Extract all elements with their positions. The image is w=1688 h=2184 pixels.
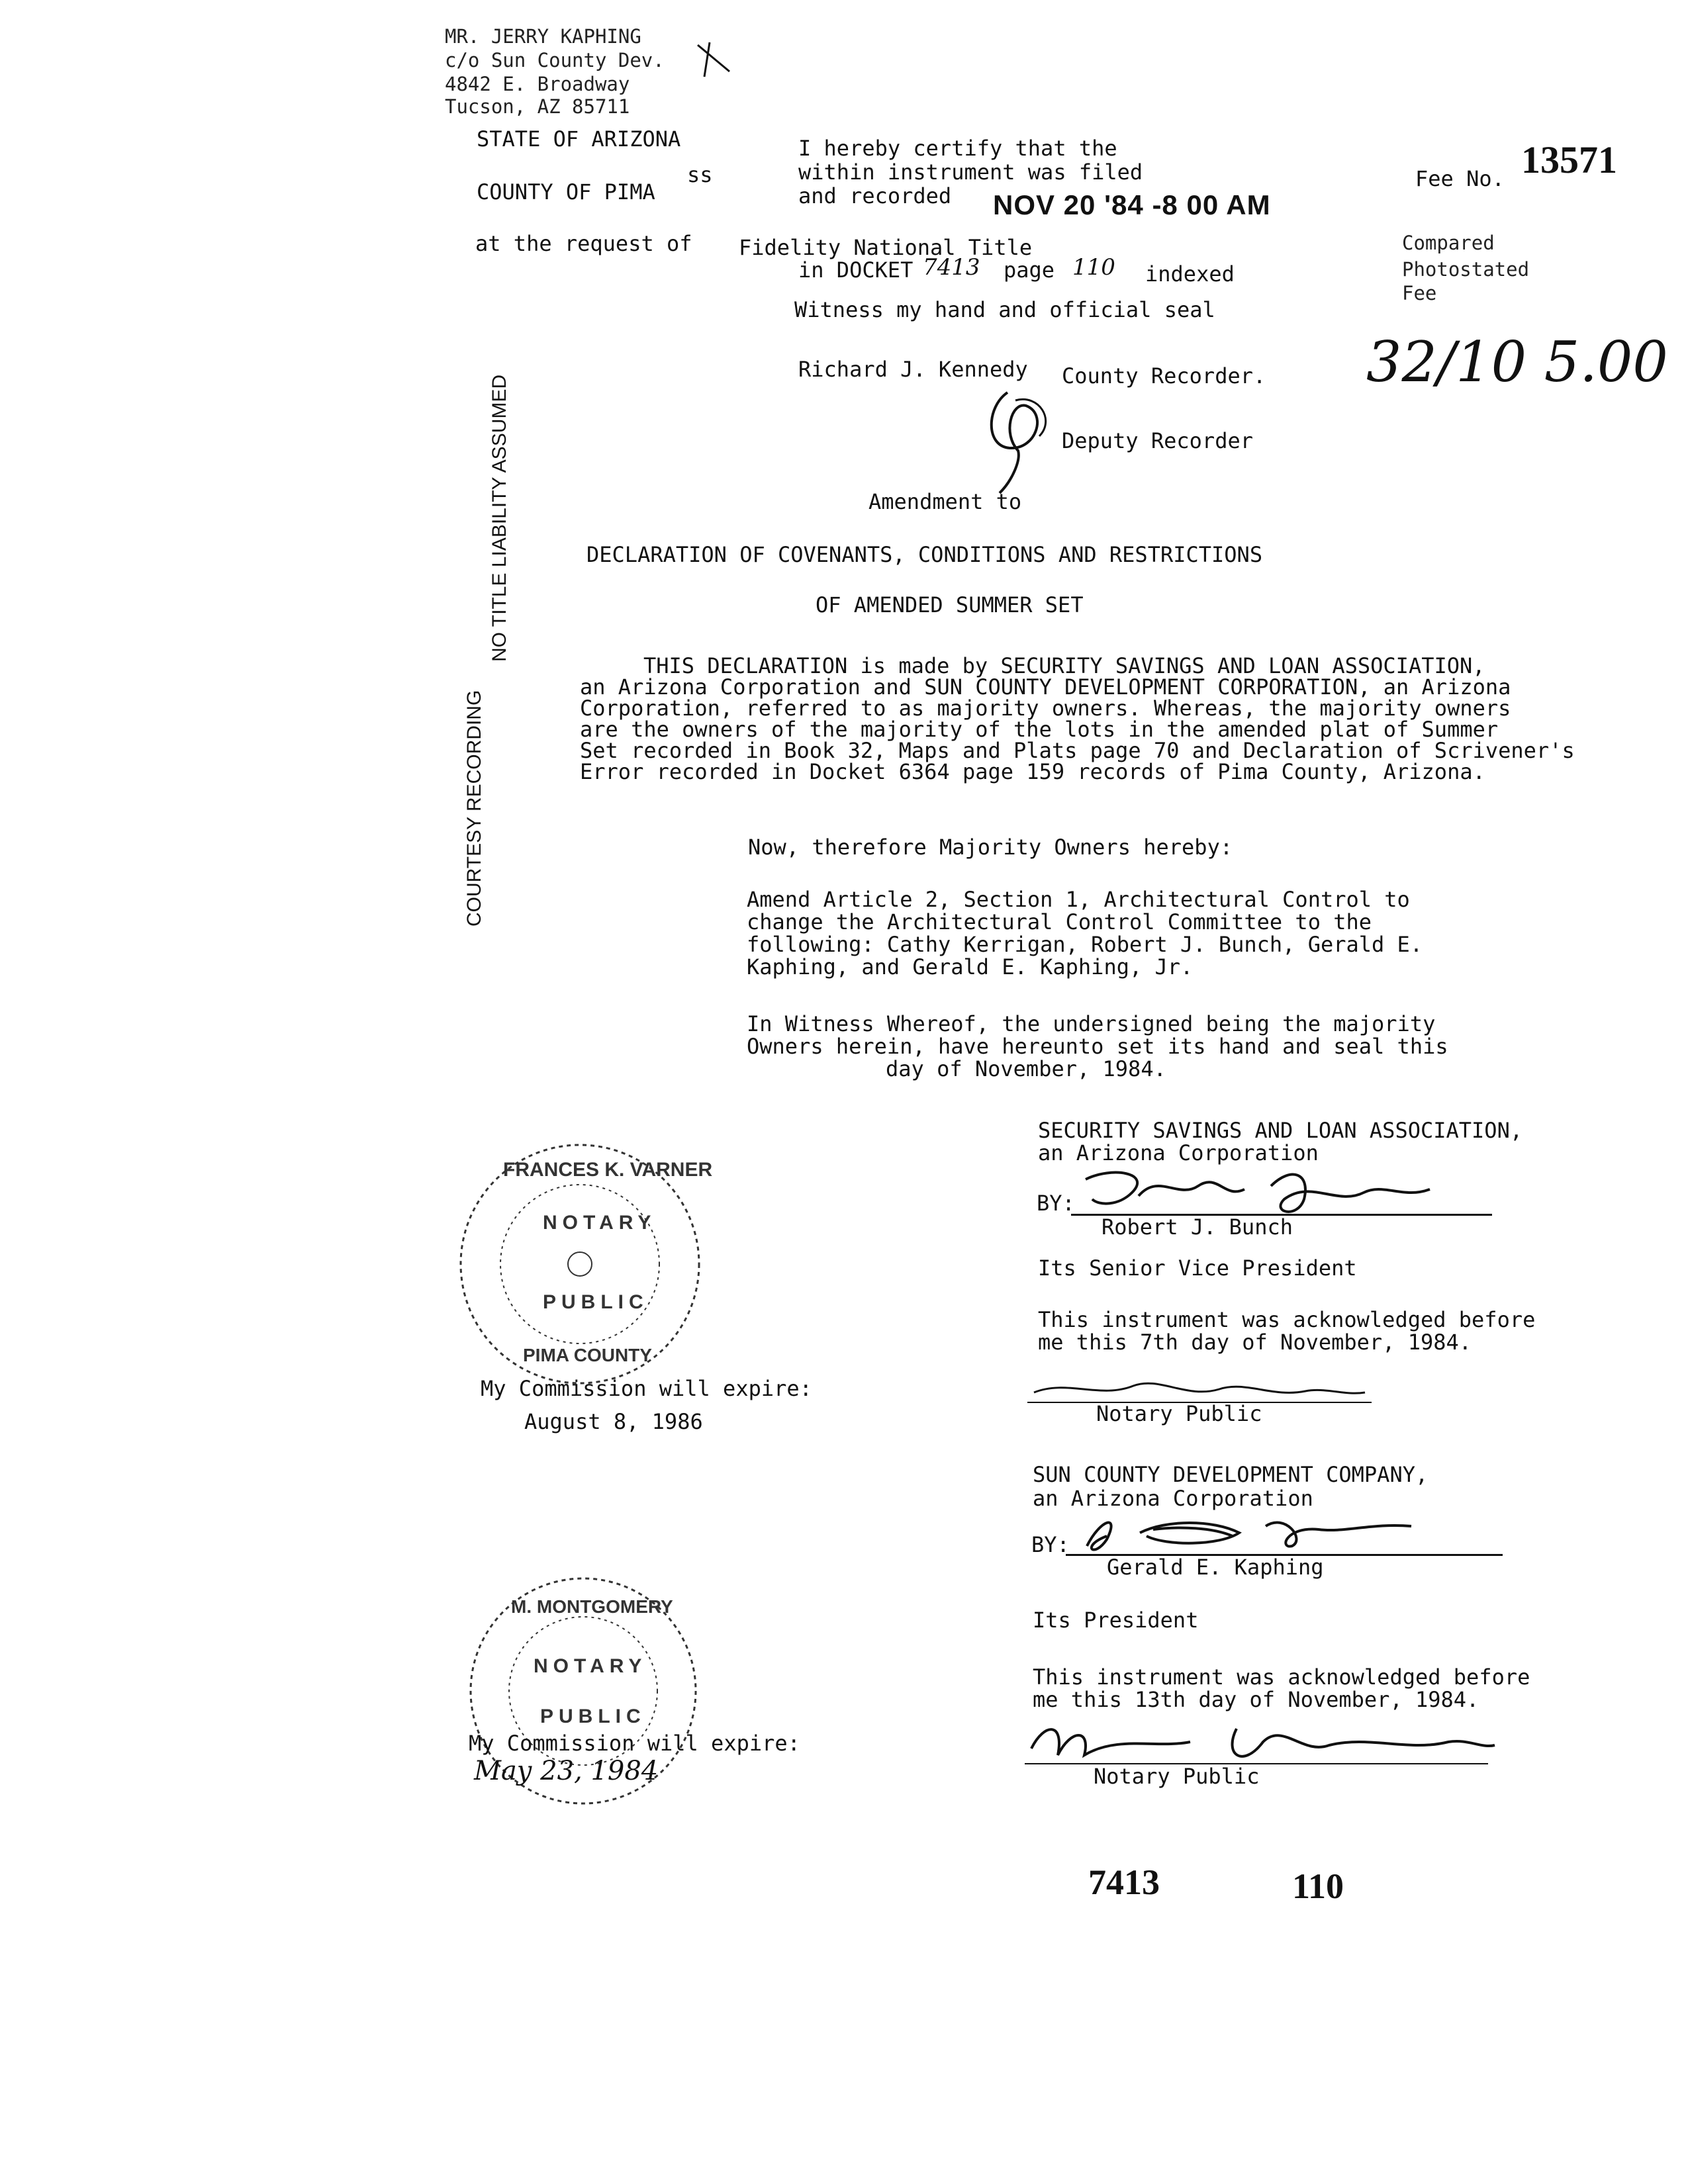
certify-line-3: and recorded [798, 183, 952, 208]
courtesy-recording-stamp: COURTESY RECORDING [463, 690, 485, 927]
page-number-handwritten: 110 [1072, 254, 1115, 281]
footer-page-number: 110 [1292, 1866, 1344, 1906]
certify-line-1: I hereby certify that the [798, 136, 1117, 161]
first-signer-company-type: an Arizona Corporation [1038, 1140, 1319, 1165]
request-label: at the request of [475, 231, 692, 256]
amend-line-3: following: Cathy Kerrigan, Robert J. Bunch, Gerald E. [747, 932, 1423, 957]
return-address-line-3: 4842 E. Broadway [445, 73, 630, 95]
deputy-initials-signature [973, 387, 1059, 500]
first-seal-top-text: FRANCES K. VARNER [503, 1159, 713, 1181]
county-of-pima: COUNTY OF PIMA [477, 179, 655, 205]
recorded-date-stamp: NOV 20 '84 -8 00 AM [993, 189, 1271, 220]
handwritten-x-mark [695, 40, 735, 79]
no-title-liability-stamp: NO TITLE LIABILITY ASSUMED [489, 374, 510, 662]
first-ack-line-2: me this 7th day of November, 1984. [1038, 1330, 1472, 1355]
amend-line-1: Amend Article 2, Section 1, Architectural Control to [747, 887, 1410, 912]
paragraph-line-3: Corporation, referred to as majority owners. Whereas, the majority owners [580, 696, 1511, 721]
second-seal-notary-text: NOTARY [534, 1655, 647, 1677]
first-signer-name: Robert J. Bunch [1102, 1214, 1293, 1240]
fee-number: 13571 [1521, 138, 1617, 181]
return-address-line-1: MR. JERRY KAPHING [445, 25, 641, 48]
first-signer-title: Its Senior Vice President [1038, 1255, 1357, 1281]
page-prefix: page [1004, 257, 1055, 283]
deputy-recorder-label: Deputy Recorder [1062, 428, 1253, 453]
second-signer-name: Gerald E. Kaphing [1107, 1555, 1324, 1580]
state-of-arizona: STATE OF ARIZONA [477, 126, 681, 152]
paragraph-line-6: Error recorded in Docket 6364 page 159 records of Pima County, Arizona. [580, 759, 1485, 784]
footer-docket-number: 7413 [1088, 1862, 1160, 1902]
ss-mark: ss [687, 162, 713, 187]
first-signer-company: SECURITY SAVINGS AND LOAN ASSOCIATION, [1038, 1118, 1523, 1143]
declaration-title: DECLARATION OF COVENANTS, CONDITIONS AND RESTRICTIONS [586, 542, 1263, 567]
witness-line: Witness my hand and official seal [794, 297, 1215, 322]
return-address-line-2: c/o Sun County Dev. [445, 49, 665, 71]
second-signer-by-label: BY: [1031, 1532, 1070, 1557]
amend-line-4: Kaphing, and Gerald E. Kaphing, Jr. [747, 954, 1194, 979]
county-recorder-label: County Recorder. [1062, 363, 1266, 388]
second-commission-label: My Commission will expire: [469, 1731, 800, 1756]
first-commission-label: My Commission will expire: [481, 1376, 812, 1401]
second-seal-public-text: PUBLIC [540, 1706, 646, 1727]
witness-whereof-line-1: In Witness Whereof, the undersigned being the majority [747, 1011, 1436, 1036]
fee-small-label: Fee [1402, 282, 1437, 304]
first-notary-public: Notary Public [1096, 1401, 1262, 1426]
paragraph-line-1: THIS DECLARATION is made by SECURITY SAVINGS AND LOAN ASSOCIATION, [643, 653, 1485, 678]
docket-prefix: in DOCKET [798, 257, 914, 283]
declaration-paragraph [580, 655, 1575, 782]
indexed-label: indexed [1145, 261, 1235, 287]
request-party: Fidelity National Title [739, 235, 1033, 260]
handwritten-fee-notation: 32/10 5.00 [1366, 330, 1668, 394]
second-seal-top-text: M. MONTGOMERY [511, 1596, 673, 1617]
recorder-name: Richard J. Kennedy [798, 357, 1028, 382]
now-therefore-line: Now, therefore Majority Owners hereby: [748, 835, 1233, 860]
first-signer-by-label: BY: [1037, 1191, 1075, 1216]
second-ack-line-1: This instrument was acknowledged before [1033, 1664, 1530, 1690]
second-signer-title: Its President [1033, 1608, 1199, 1633]
photostated-label: Photostated [1402, 258, 1530, 281]
docket-number-handwritten: 7413 [923, 254, 980, 281]
second-signer-company-type: an Arizona Corporation [1033, 1486, 1313, 1511]
amend-paragraph [747, 888, 1423, 978]
first-commission-date: August 8, 1986 [524, 1409, 703, 1434]
certify-line-2: within instrument was filed [798, 159, 1143, 185]
amendment-heading: Amendment to [868, 489, 1022, 514]
first-seal-notary-text: NOTARY [543, 1212, 657, 1234]
second-commission-date: May 23, 1984 [474, 1756, 659, 1786]
witness-whereof-line-3: day of November, 1984. [886, 1056, 1166, 1081]
second-ack-line-2: me this 13th day of November, 1984. [1033, 1687, 1479, 1712]
compared-label: Compared [1402, 232, 1495, 254]
fee-label: Fee No. [1415, 166, 1505, 191]
paragraph-line-4: are the owners of the majority of the lots in the amended plat of Summer [580, 717, 1499, 742]
return-address-line-4: Tucson, AZ 85711 [445, 95, 630, 118]
first-seal-public-text: PUBLIC [543, 1291, 649, 1313]
subdivision-title: OF AMENDED SUMMER SET [816, 592, 1084, 617]
paragraph-line-5: Set recorded in Book 32, Maps and Plats page 70 and Declaration of Scrivener's [580, 738, 1575, 763]
first-ack-line-1: This instrument was acknowledged before [1038, 1307, 1536, 1332]
amend-line-2: change the Architectural Control Committee to the [747, 909, 1372, 934]
paragraph-line-2: an Arizona Corporation and SUN COUNTY DEVELOPMENT CORPORATION, an Arizona [580, 674, 1511, 700]
second-signer-company: SUN COUNTY DEVELOPMENT COMPANY, [1033, 1462, 1429, 1487]
witness-whereof-line-2: Owners herein, have hereunto set its hand and seal this [747, 1034, 1448, 1059]
witness-whereof-paragraph [747, 1013, 1448, 1080]
first-seal-bottom-text: PIMA COUNTY [523, 1345, 652, 1365]
second-notary-public: Notary Public [1094, 1764, 1260, 1789]
